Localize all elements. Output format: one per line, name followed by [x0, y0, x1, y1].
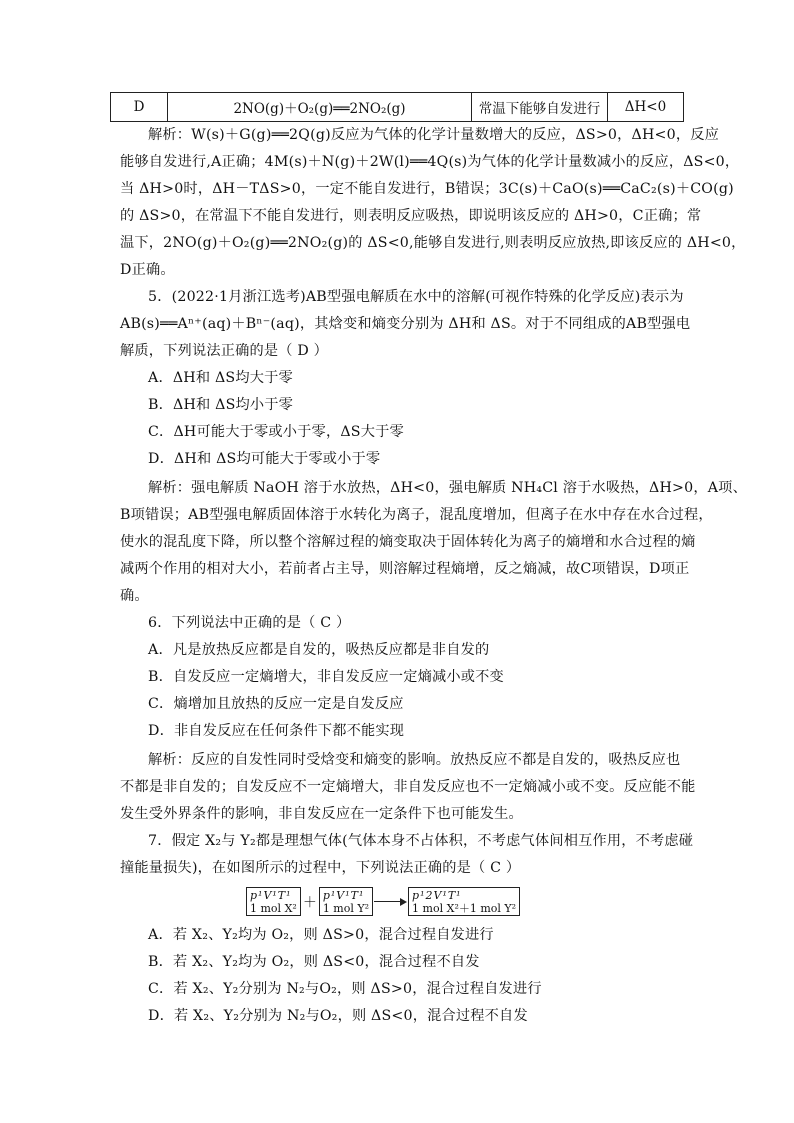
q5-analysis-line: 使水的混乱度下降，所以整个溶解过程的熵变取决于固体转化为离子的熵增和水合过程的熵	[120, 534, 696, 550]
q7-option-c: C．若 X₂、Y₂分别为 N₂与O₂，则 ΔS>0，混合过程自发进行	[148, 981, 542, 997]
gas-box-x2-state: p¹V¹T¹	[250, 888, 292, 902]
q4-analysis-line: D正确。	[120, 262, 175, 278]
q5-analysis-line: B项错误；AB型强电解质固体溶于水转化为离子，混乱度增加，但离子在水中存在水合过程，	[120, 507, 713, 523]
q6-option-d: D．非自发反应在任何条件下都不能实现	[148, 723, 405, 739]
answer-table-row	[110, 92, 684, 122]
q5-option-a: A．ΔH和 ΔS均大于零	[148, 370, 293, 386]
q6-analysis-line: 不都是非自发的；自发反应不一定熵增大，非自发反应也不一定熵减小或不变。反应能不能	[120, 779, 696, 795]
q7-option-b: B．若 X₂、Y₂均为 O₂，则 ΔS<0，混合过程不自发	[148, 954, 480, 970]
q5-analysis-line: 确。	[120, 588, 149, 604]
q5-option-d: D．ΔH和 ΔS均可能大于零或小于零	[148, 451, 381, 467]
q5-analysis-line: 减两个作用的相对大小，若前者占主导，则溶解过程熵增，反之熵减，故C项错误，D项正	[120, 561, 690, 577]
q6-analysis-line: 发生受外界条件的影响，非自发反应在一定条件下也可能发生。	[120, 806, 523, 822]
table-cell-label: D	[111, 93, 168, 121]
q7-option-d: D．若 X₂、Y₂分别为 N₂与O₂，则 ΔS<0，混合过程不自发	[148, 1008, 528, 1024]
q7-stem-line: 7．假定 X₂与 Y₂都是理想气体(气体本身不占体积，不考虑气体间相互作用，不考虑碰	[148, 833, 694, 849]
q6-option-b: B．自发反应一定熵增大，非自发反应一定熵减小或不变	[148, 669, 504, 685]
table-cell-enthalpy: ΔH<0	[624, 99, 667, 115]
gas-box-y2-state: p¹V¹T¹	[322, 888, 365, 902]
q4-analysis-line: 解析：W(s)＋G(g)══2Q(g)反应为气体的化学计量数增大的反应，ΔS>0，ΔH<0，反应	[148, 127, 720, 143]
gas-box-mixed-state: p¹2V¹T¹	[412, 888, 462, 902]
q6-option-a: A．凡是放热反应都是自发的，吸热反应都是非自发的	[148, 642, 490, 658]
q6-stem: 6．下列说法中正确的是（ C ）	[148, 615, 351, 631]
table-cell-condition: 常温下能够自发进行	[472, 93, 608, 121]
q5-stem-line: AB(s)══Aⁿ⁺(aq)＋Bⁿ⁻(aq)，其焓变和熵变分别为 ΔH和 ΔS。对于不同组成的AB型强电	[120, 316, 691, 332]
q4-analysis-line: 当 ΔH>0时，ΔH－TΔS>0，一定不能自发进行，B错误；3C(s)＋CaO(s)══CaC₂(s)＋CO(g)	[120, 181, 734, 197]
q4-analysis-line: 的 ΔS>0，在常温下不能自发进行，则表明反应吸热，即说明该反应的 ΔH>0，C正确；常	[120, 208, 702, 224]
gas-box-y2-amount: 1 mol Y²	[322, 901, 370, 915]
gas-box-y2	[319, 887, 373, 916]
plus-sign: ＋	[302, 894, 317, 911]
right-arrow-icon	[374, 898, 407, 906]
q5-option-b: B．ΔH和 ΔS均小于零	[148, 397, 294, 413]
q7-option-a: A．若 X₂、Y₂均为 O₂，则 ΔS>0，混合过程自发进行	[148, 927, 494, 943]
q6-option-c: C．熵增加且放热的反应一定是自发反应	[148, 696, 404, 712]
q5-analysis-line: 解析：强电解质 NaOH 溶于水放热，ΔH<0，强电解质 NH₄Cl 溶于水吸热，ΔH>0，A项、	[148, 480, 747, 496]
q4-analysis-line: 温下，2NO(g)＋O₂(g)══2NO₂(g)的 ΔS<0,能够自发进行,则表明反应放热,即该反应的 ΔH<0，	[120, 235, 746, 251]
q7-stem-line: 撞能量损失)，在如图所示的过程中，下列说法正确的是（ C ）	[120, 860, 521, 876]
gas-box-mixed	[408, 887, 520, 916]
q5-stem-line: 解质，下列说法正确的是（ D ）	[120, 343, 329, 359]
gas-box-x2-amount: 1 mol X²	[250, 901, 297, 915]
q5-option-c: C．ΔH可能大于零或小于零，ΔS大于零	[148, 424, 404, 440]
table-cell-equation: 2NO(g)＋O₂(g)══2NO₂(g)	[168, 93, 472, 121]
q5-stem-line: 5．(2022·1月浙江选考)AB型强电解质在水中的溶解(可视作特殊的化学反应)表示为	[148, 289, 684, 305]
q6-analysis-line: 解析：反应的自发性同时受焓变和熵变的影响。放热反应不都是自发的，吸热反应也	[148, 752, 681, 768]
q4-analysis-line: 能够自发进行,A正确；4M(s)＋N(g)＋2W(l)══4Q(s)为气体的化学计量数减小的反应，ΔS<0，	[120, 154, 740, 170]
gas-box-mixed-amount: 1 mol X²＋1 mol Y²	[412, 901, 517, 915]
gas-mixing-diagram	[246, 886, 520, 917]
gas-box-x2	[246, 887, 301, 916]
